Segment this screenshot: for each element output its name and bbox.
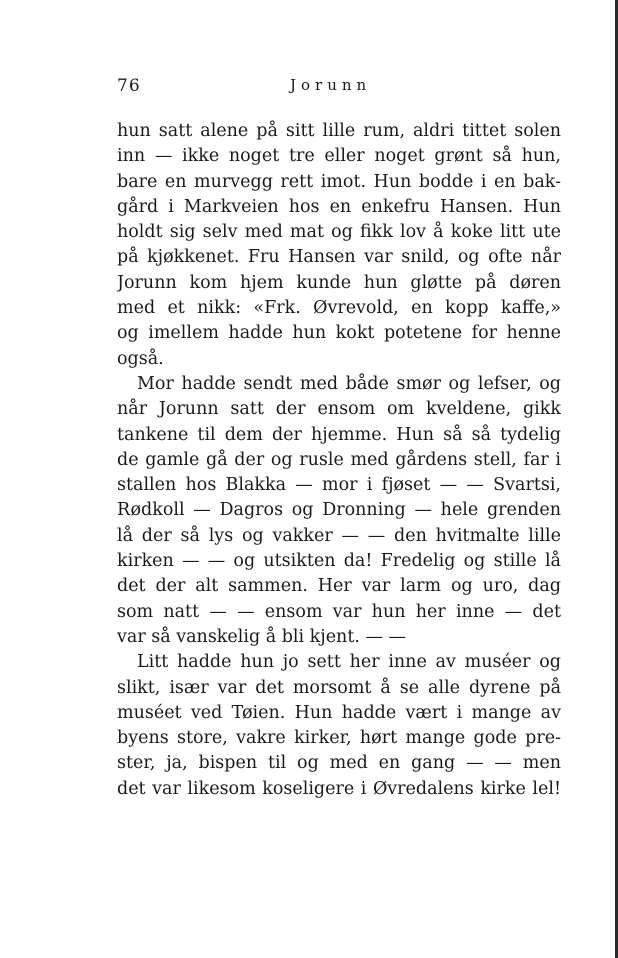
text-line: Rødkoll — Dagros og Dronning — hele grenden: [117, 500, 561, 521]
text-line: som natt — — ensom var hun her inne — det: [117, 601, 561, 622]
text-line: Litt hadde hun jo sett her inne av muséer og: [137, 652, 561, 673]
text-line: stallen hos Blakka — mor i fjøset — — Svartsi,: [117, 475, 561, 496]
text-line: på kjøkkenet. Fru Hansen var snild, og ofte når: [117, 247, 561, 268]
text-line: slikt, især var det morsomt å se alle dyrene på: [117, 677, 561, 698]
text-line: kirken — — og utsikten da! Fredelig og stille lå: [117, 551, 561, 572]
text-line: byens store, vakre kirker, hørt mange gode pre-: [117, 728, 561, 749]
text-line: med et nikk: «Frk. Øvrevold, en kopp kaffe,»: [117, 298, 561, 319]
text-line: hun satt alene på sitt lille rum, aldri tittet solen: [117, 121, 561, 141]
running-title: Jorunn: [290, 76, 372, 94]
text-line: bare en murvegg rett imot. Hun bodde i en bak-: [117, 171, 561, 192]
page-number: 76: [117, 76, 141, 96]
text-line: var så vanskelig å bli kjent. — —: [117, 626, 407, 647]
text-line: tankene til dem der hjemme. Hun så så tydelig: [117, 424, 561, 445]
body-text: [117, 119, 561, 802]
text-line: muséet ved Tøien. Hun hadde vært i mange av: [117, 702, 561, 723]
text-line: Jorunn kom hjem kunde hun gløtte på døren: [117, 272, 561, 293]
text-line: holdt sig selv med mat og fikk lov å koke litt ute: [117, 222, 561, 243]
text-line: gård i Markveien hos en enkefru Hansen. Hun: [117, 196, 561, 217]
text-line: når Jorunn satt der ensom om kveldene, gikk: [117, 399, 561, 420]
text-line: det var likesom koseligere i Øvredalens kirke lel!: [117, 778, 561, 799]
text-line: ster, ja, bispen til og med en gang — — men: [117, 753, 561, 774]
text-line: inn — ikke noget tre eller noget grønt så hun,: [117, 146, 561, 167]
text-line: lå der så lys og vakker — — den hvitmalte lille: [117, 525, 561, 546]
text-line: også.: [117, 348, 164, 369]
text-line: Mor hadde sendt med både smør og lefser, og: [137, 373, 561, 394]
text-line: de gamle gå der og rusle med gårdens stell, far i: [117, 449, 561, 470]
text-line: og imellem hadde hun kokt potetene for henne: [117, 323, 561, 344]
text-line: det der alt sammen. Her var larm og uro, dag: [117, 576, 561, 597]
